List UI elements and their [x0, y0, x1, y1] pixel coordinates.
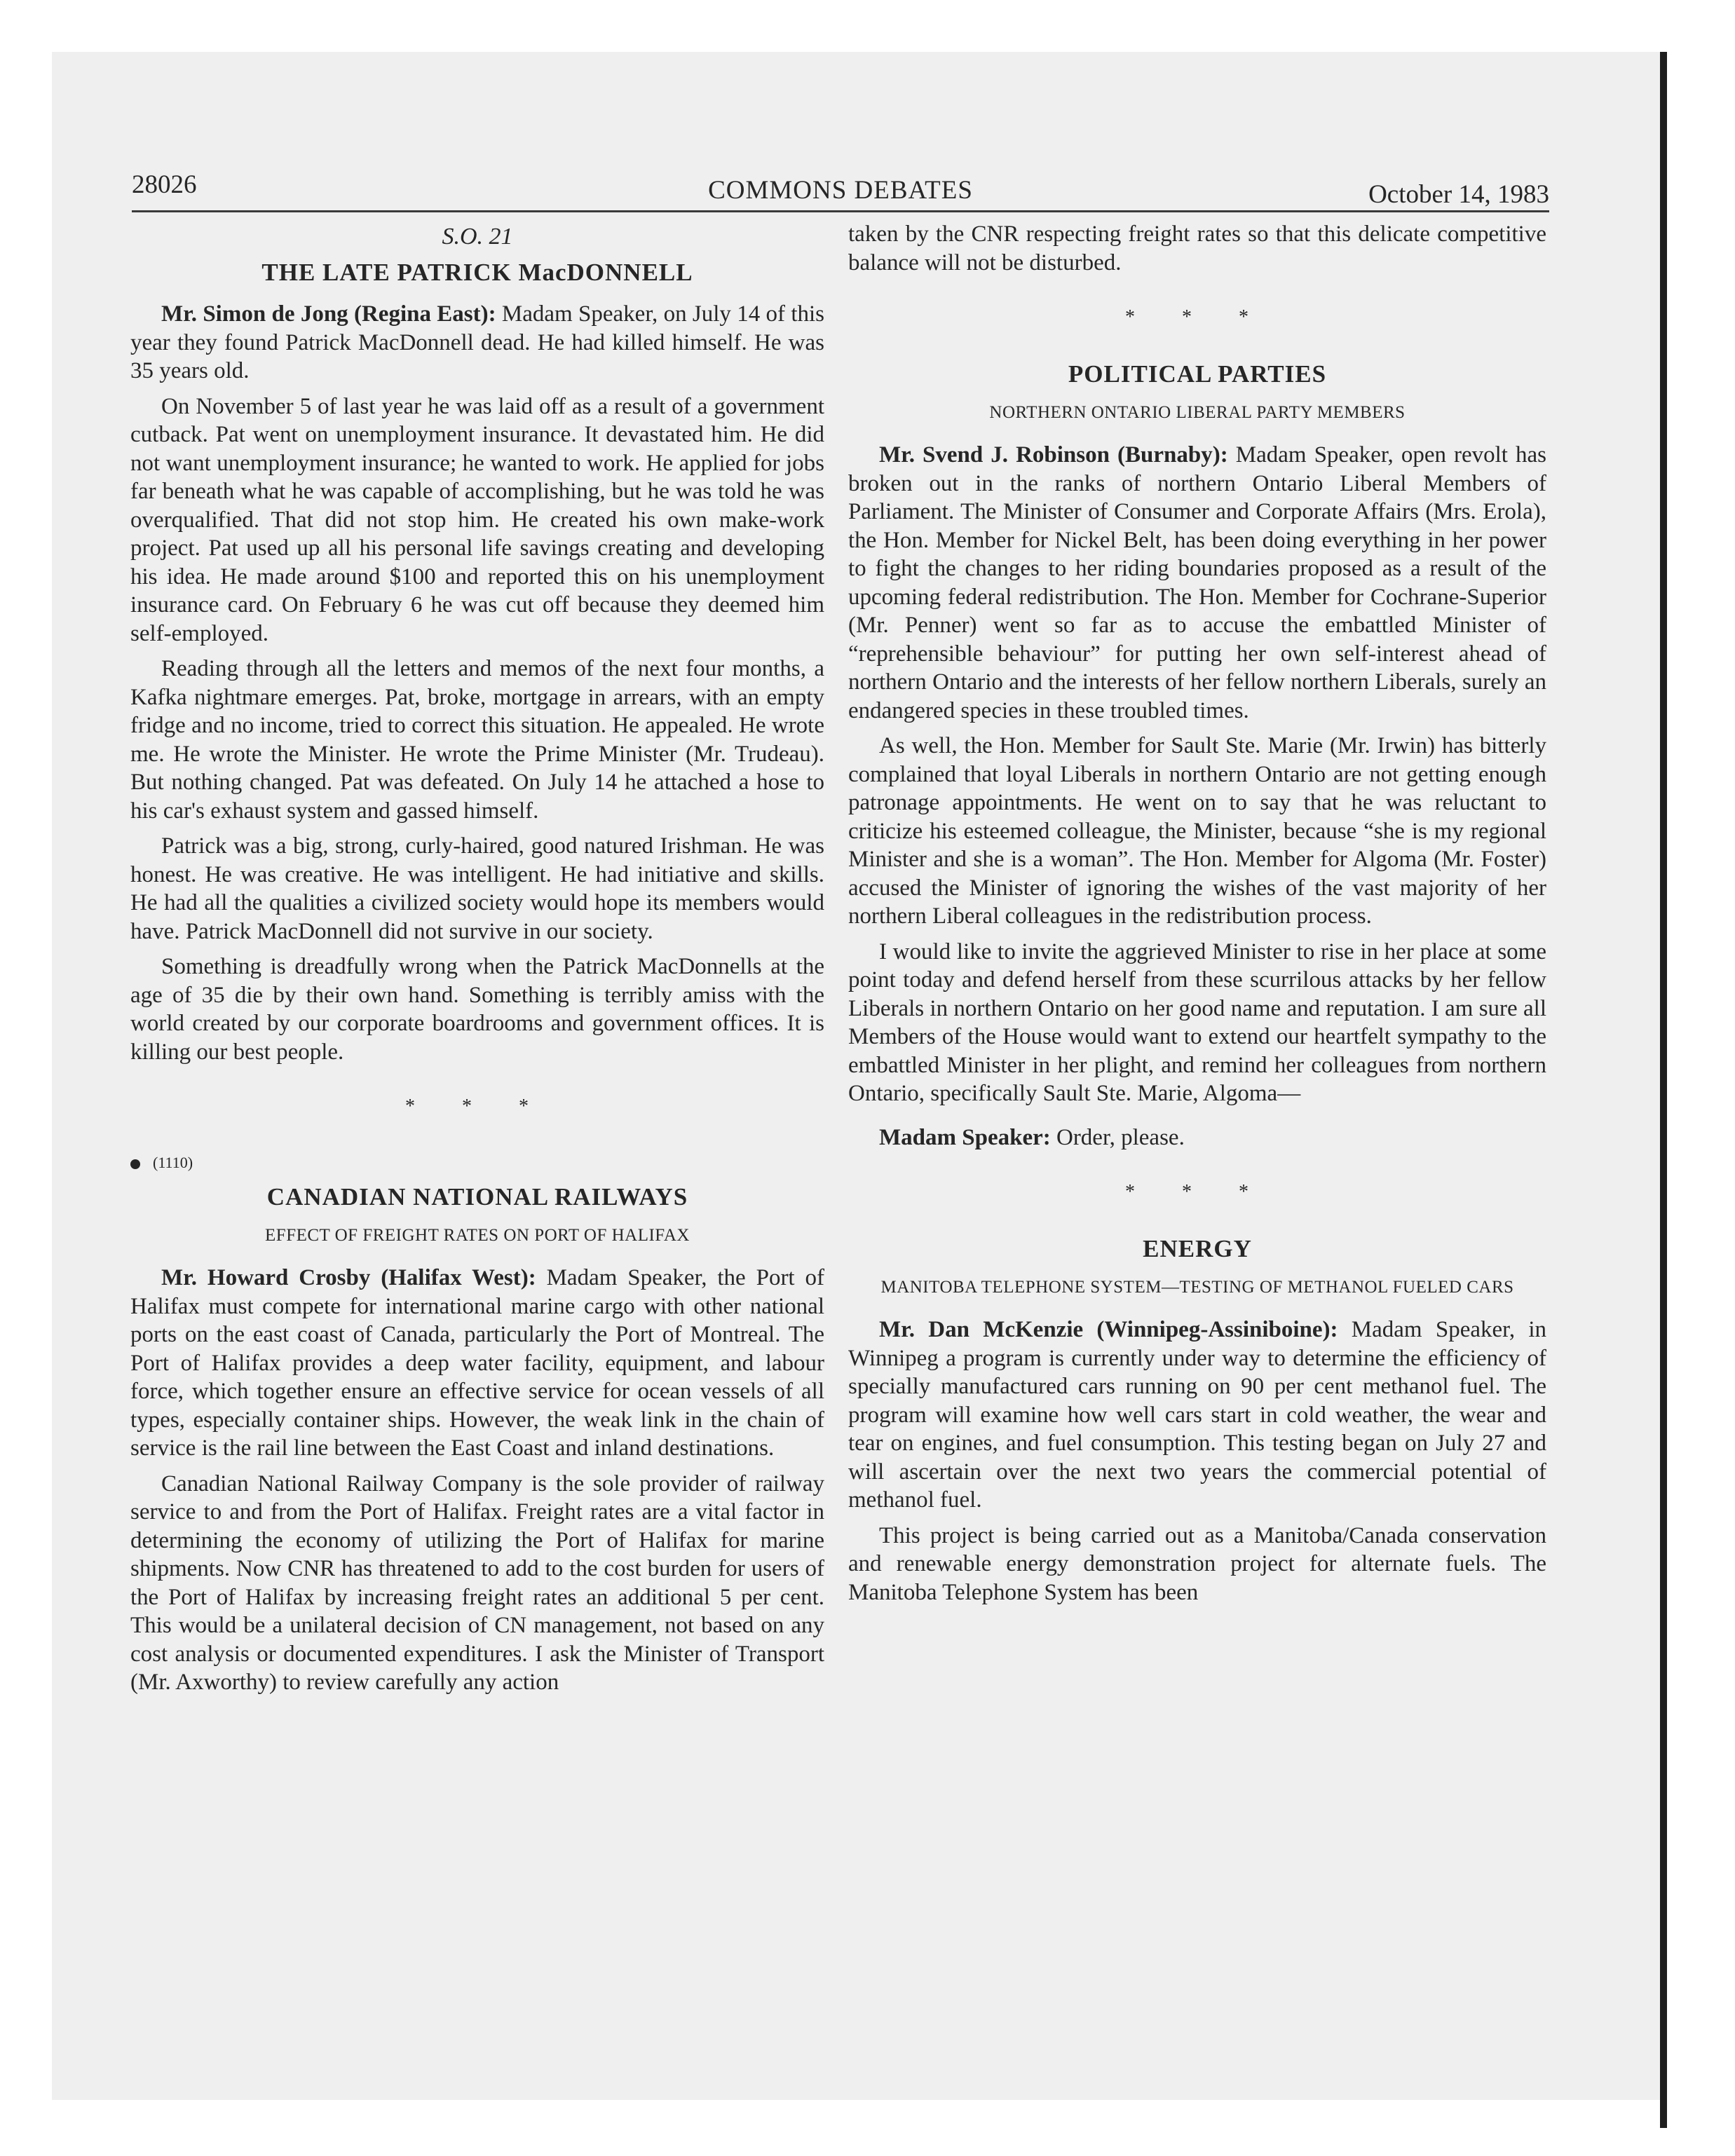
paragraph: I would like to invite the aggrieved Minister to rise in her place at some point today and defend herself from these scurrilous attacks by her fellow Liberals in northern Ontario on her good name and reputation. I am sure all Members of the House would want to extend our heartfelt sympathy to the embattled Minister in her plight, and remind her colleagues from northern Ontario, specifically Sault Ste. Marie, Algoma—	[848, 939, 1546, 1106]
speaker-name: Mr. Svend J. Robinson (Burnaby):	[879, 442, 1228, 468]
paragraph: Madam Speaker: Order, please.	[879, 1124, 1185, 1150]
paragraph: Canadian National Railway Company is the sole provider of railway service to and from the Port of Halifax. Freight rates are a vital factor in determining the economy of utilizing the Port of Halifax for marine shipments. Now CNR has threatened to add to the cost burden for users of the Port of Halifax by increasing freight rates an additional 5 per cent. This would be a unilateral decision of CN management, not based on any cost analysis or documented expenditures. I ask the Minister of Transport (Mr. Axworthy) to review carefully any action	[130, 1471, 824, 1695]
paragraph: Mr. Simon de Jong (Regina East): Madam Speaker, on July 14 of this year they found Patrick MacDonnell dead. He had killed himself. He was 35 years old.	[130, 301, 824, 383]
paragraph: Mr. Svend J. Robinson (Burnaby): Madam Speaker, open revolt has broken out in the ranks of northern Ontario Liberal Members of Parliament. The Minister of Consumer and Corporate Affairs (Mrs. Erola), the Hon. Member for Nickel Belt, has been doing everything in her power to fight the changes to her riding boundaries proposed as a result of the upcoming federal redistribution. The Hon. Member for Cochrane-Superior (Mr. Penner) went so far as to accuse the embattled Minister of “reprehensible behaviour” for putting her own self-interest ahead of northern Ontario and the interests of her fellow northern Liberals, surely an endangered species in these troubled times.	[848, 442, 1546, 723]
paragraph: Reading through all the letters and memos of the next four months, a Kafka nightmare emerges. Pat, broke, mortgage in arrears, with an empty fridge and no income, tried to correct this situation. He appealed. He wrote me. He wrote the Minister. He wrote the Prime Minister (Mr. Trudeau). But nothing changed. Pat was defeated. On July 14 he attached a hose to his car's exhaust system and gassed himself.	[130, 656, 824, 824]
page-edge-shadow	[1660, 52, 1667, 2128]
section-subtitle: MANITOBA TELEPHONE SYSTEM—TESTING OF METHANOL FUELED CARS	[880, 1278, 1514, 1297]
section-separator: * * *	[1125, 1181, 1270, 1203]
publication-title: COMMONS DEBATES	[708, 176, 973, 205]
standing-order-label: S.O. 21	[442, 224, 513, 250]
section-separator: * * *	[1125, 306, 1270, 328]
speaker-name: Madam Speaker:	[879, 1124, 1051, 1150]
speaker-name: Mr. Simon de Jong (Regina East):	[161, 301, 496, 327]
paragraph: On November 5 of last year he was laid off as a result of a government cutback. Pat went on unemployment insurance. It devastated him. He did not want unemployment insurance; he wanted to work. He applied for jobs far beneath what he was capable of accomplishing, but he was told he was overqualified. That did not stop him. He created his own make-work project. Pat used up all his personal life savings creating and developing his idea. He made around $100 and reported this on his unemployment insurance card. On February 6 he was cut off because they deemed him self-employed.	[130, 393, 824, 646]
bullet-icon	[130, 1159, 140, 1169]
section-title-railways: CANADIAN NATIONAL RAILWAYS	[266, 1183, 688, 1210]
paragraph: Something is dreadfully wrong when the Patrick MacDonnells at the age of 35 die by their own hand. Something is terribly amiss with the world created by our corporate boardrooms and government offices. It is killing our best people.	[130, 954, 824, 1065]
time-marker: (1110)	[130, 1149, 824, 1177]
speaker-name: Mr. Howard Crosby (Halifax West):	[161, 1265, 536, 1290]
paragraph: As well, the Hon. Member for Sault Ste. Marie (Mr. Irwin) has bitterly complained that loyal Liberals in northern Ontario are not getting enough patronage appointments. He went on to say that he was reluctant to criticize his esteemed colleague, the Minister, because “she is my regional Minister and she is a woman”. The Hon. Member for Algoma (Mr. Foster) accused the Minister of ignoring the wishes of the vast majority of her northern Liberal colleagues in the redistribution process.	[848, 733, 1546, 929]
continued-paragraph: taken by the CNR respecting freight rates so that this delicate competitive balance will not be disturbed.	[848, 221, 1546, 275]
left-column	[130, 220, 824, 1704]
page-header	[132, 171, 1549, 212]
speaker-name: Mr. Dan McKenzie (Winnipeg-Assiniboine):	[879, 1317, 1338, 1342]
publication-date: October 14, 1983	[1368, 180, 1549, 209]
paragraph: Patrick was a big, strong, curly-haired, good natured Irishman. He was honest. He was creative. He was intelligent. He had initiative and skills. He had all the qualities a civilized society would hope its members would have. Patrick MacDonnell did not survive in our society.	[130, 833, 824, 944]
section-subtitle: NORTHERN ONTARIO LIBERAL PARTY MEMBERS	[989, 403, 1406, 422]
section-separator: * * *	[405, 1096, 550, 1117]
paragraph: This project is being carried out as a Manitoba/Canada conservation and renewable energy demonstration project for alternate fuels. The Manitoba Telephone System has been	[848, 1522, 1546, 1605]
section-subtitle: EFFECT OF FREIGHT RATES ON PORT OF HALIFAX	[265, 1226, 690, 1245]
section-title-macdonnell: THE LATE PATRICK MacDONNELL	[261, 259, 693, 286]
section-title-political-parties: POLITICAL PARTIES	[1068, 360, 1327, 388]
section-title-energy: ENERGY	[1143, 1235, 1252, 1262]
right-column	[848, 220, 1546, 1613]
paragraph: Mr. Dan McKenzie (Winnipeg-Assiniboine): Madam Speaker, in Winnipeg a program is currently under way to determine the efficiency of specially manufactured cars running on 90 per cent methanol fuel. The program will examine how well cars start in cold weather, the wear and tear on engines, and fuel consumption. This testing began on July 27 and will ascertain over the next two years the commercial potential of methanol fuel.	[848, 1317, 1546, 1513]
paragraph: Mr. Howard Crosby (Halifax West): Madam Speaker, the Port of Halifax must compete for international marine cargo with other national ports on the east coast of Canada, particularly the Port of Montreal. The Port of Halifax provides a deep water facility, equipment, and labour force, which together ensure an effective service for ocean vessels of all types, especially container ships. However, the weak link in the chain of service is the rail line between the East Coast and inland destinations.	[130, 1265, 824, 1461]
page-number: 28026	[132, 170, 197, 199]
